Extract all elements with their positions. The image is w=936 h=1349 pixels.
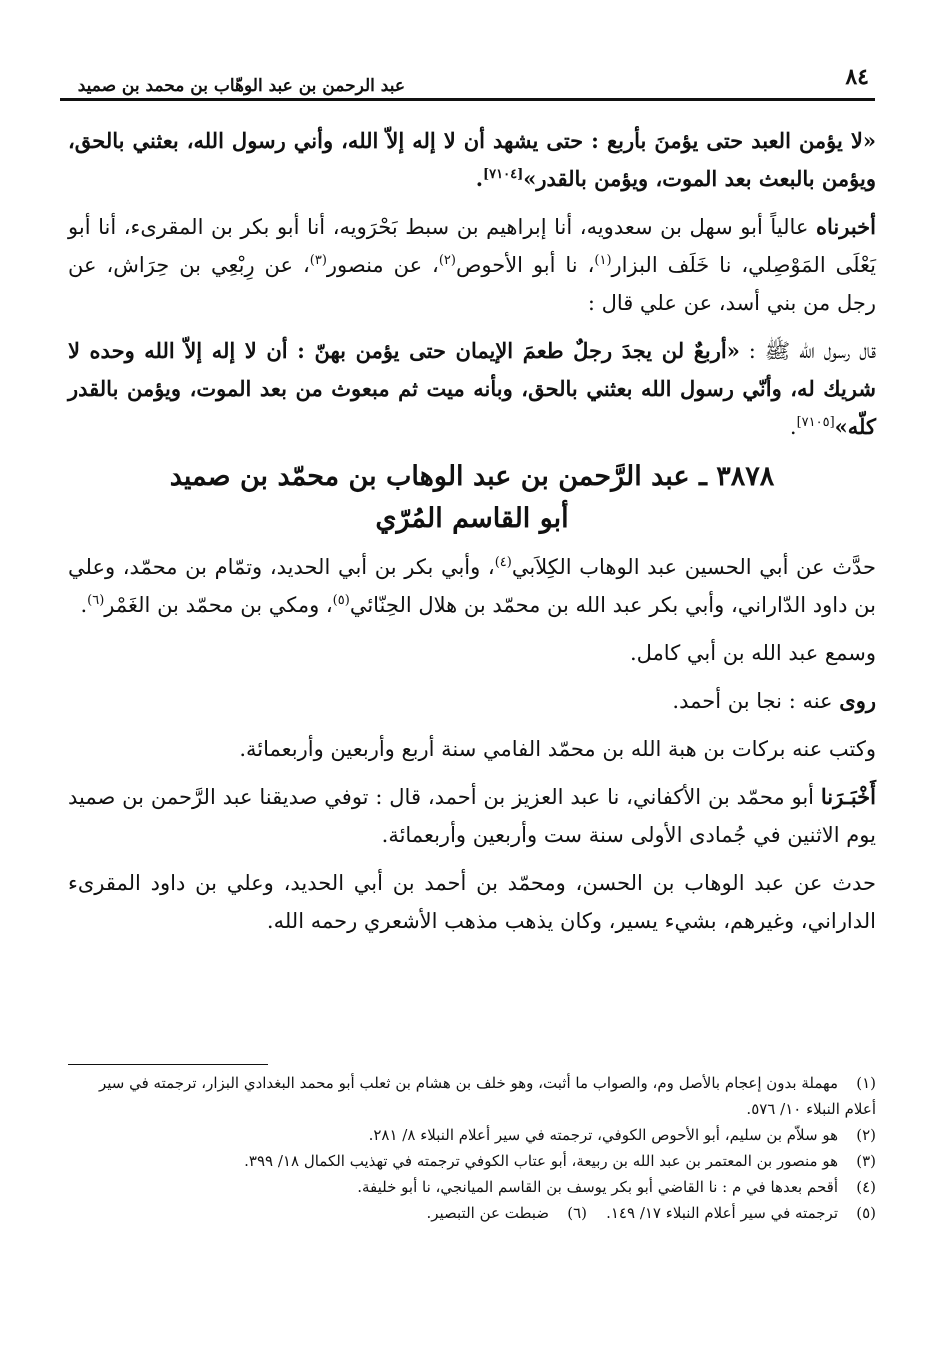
running-title: عبد الرحمن بن عبد الوهّاب بن محمد بن صميد [77,76,405,96]
entry-title: ٣٨٧٨ ـ عبد الرَّحمن بن عبد الوهاب بن محمّد بن صميد [169,461,775,492]
footnote-text: هو سلاّم بن سليم، أبو الأحوص الكوفي، ترجمته في سير أعلام النبلاء ٨/ ٢٨١. [368,1126,838,1144]
isnad-text: عالياً أبو سهل بن سعدويه، أنا إبراهيم بن سبط بَحْرَويه، أنا أبو بكر بن المقرىء، أنا أبو يَعْلَى المَوْصِلي، نا خَلَف البزار [68,215,877,277]
hadith-text: «لا يؤمن العبد حتى يؤمنَ بأربع : حتى يشهد أن لا إله إلاّ الله، وأني رسول الله، بعثني بالحق، ويؤمن بالبعث بعد الموت، ويؤمن بالقدر» [68,128,876,191]
footnote-text: ضبطت عن التبصير. [426,1204,550,1222]
death-text: أبو محمّد بن الأكفاني، نا عبد العزيز بن أحمد، قال : توفي صديقنا عبد الرَّحمن بن صميد يوم الاثنين في جُمادى الأولى سنة ست وأربعين وأربعمائة. [68,785,876,847]
footnote-text: ترجمته في سير أعلام النبلاء ١٧/ ١٤٩. [606,1204,838,1222]
footnote-marker[interactable]: (٦) [87,593,105,608]
footnote-marker[interactable]: (١) [594,253,612,268]
footnote-number: (٢) [856,1126,876,1144]
biography-end: . [80,593,88,617]
isnad-lead: أخبرناه [816,214,876,239]
hadith-intro: قال رسول الله ﷺ : [739,339,876,363]
wrote-paragraph: وكتب عنه بركات بن هبة الله بن محمّد الفامي سنة أربع وأربعين وأربعمائة. [239,737,876,761]
footnote-divider [68,1064,268,1065]
hadith-text: «أربعٌ لن يجدَ رجلٌ طعمَ الإيمان حتى يؤمن بهنّ : أن لا إله إلاّ الله وحده لا شريك له، وأنّي رسول الله بعثني بالحق، وبأنه ميت ثم مبعوث من بعد الموت، ويؤمن بالقدر كلّه» [68,338,876,439]
isnad-text: ، عن منصور [326,253,439,277]
isnad-text: ، عن رِبْعِي بن حِرَاش، عن رجل من بني أسد، عن علي قال : [68,253,876,315]
heard-paragraph: وسمع عبد الله بن أبي كامل. [629,641,876,665]
closing-paragraph: حدث عن عبد الوهاب بن الحسن، ومحمّد بن أحمد بن أبي الحديد، وعلي بن داود المقرىء الداراني، وغيرهم، بشيء يسير، وكان يذهب مذهب الأشعري رحمه الله. [68,871,876,933]
footnote-text: أقحم بعدها في م : نا القاضي أبو بكر يوسف بن القاسم الميانجي، نا أبو خليفة. [357,1178,838,1196]
death-lead: أَخْبَـرَنا [820,784,876,809]
footnote-number: (١) [856,1074,876,1092]
page-number: ٨٤ [845,64,869,90]
footnote-number: (٤) [856,1178,876,1196]
footnote-marker[interactable]: (٥) [332,593,350,608]
footnote-5-6 [68,1200,876,1226]
biography-text: ، ومكي بن محمّد بن الغَمْر [104,593,333,617]
footnote-marker[interactable]: (٣) [309,253,327,268]
footnote-3 [68,1148,876,1174]
footnote-text: هو منصور بن المعتمر بن عبد الله بن ربيعة، أبو عتاب الكوفي ترجمته في تهذيب الكمال ١٨/ ٣٩٩. [244,1152,838,1170]
biography-text: ، وأبي بكر بن أبي الحديد، وتمّام بن محمّد، وعلي بن داود الدّاراني، وأبي بكر عبد الله بن محمّد بن هلال الحِنّائي [68,555,876,617]
narrated-paragraph [68,682,876,720]
footnote-2 [68,1122,876,1148]
isnad-text: ، نا أبو الأحوص [455,253,595,277]
footnote-4 [68,1174,876,1200]
hadith-reference: [٧١٠٥] [796,415,835,430]
main-text [68,122,876,950]
hadith-paragraph-2: قال رسول الله ﷺ : «أربعٌ لن يجدَ رجلٌ طعمَ الإيمان حتى يؤمن بهنّ : أن لا إله إلاّ الله وحده لا شريك له، وأنّي رسول الله بعثني بالحق، وبأنه ميت ثم مبعوث من بعد الموت، ويؤمن بالقدر كلّه»[٧١٠٥]. [68,338,876,439]
footnotes [68,1070,876,1226]
footnote-number: (٥) [856,1204,876,1222]
footnote-1 [68,1070,876,1122]
hadith-reference: [٧١٠٤] [483,167,524,182]
footnote-number: (٦) [567,1204,588,1222]
entry-heading [68,456,876,540]
footnote-number: (٣) [856,1152,876,1170]
footnote-marker[interactable]: (٢) [438,253,456,268]
narrated-text: عنه : نجا بن أحمد. [672,689,840,713]
hadith-paragraph-1: «لا يؤمن العبد حتى يؤمنَ بأربع : حتى يشهد أن لا إله إلاّ الله، وأني رسول الله، بعثني بالحق، ويؤمن بالبعث بعد الموت، ويؤمن بالقدر»[٧١٠٤]. [68,128,876,191]
footnote-text: مهملة بدون إعجام بالأصل وم، والصواب ما أثبت، وهو خلف بن هشام بن ثعلب أبو محمد البغدادي البزار، ترجمته في سير أعلام النبلاء ١٠/ ٥٧٦. [98,1074,876,1118]
footnote-marker[interactable]: (٤) [494,555,512,570]
narrated-lead: روى [839,688,876,713]
death-paragraph [68,778,876,854]
entry-kunya: أبو القاسم المُرّي [375,503,569,534]
biography-paragraph [68,548,876,624]
isnad-paragraph [68,208,876,322]
running-header [60,58,875,101]
biography-text: حدَّث عن أبي الحسين عبد الوهاب الكِلاَبي [511,555,876,579]
